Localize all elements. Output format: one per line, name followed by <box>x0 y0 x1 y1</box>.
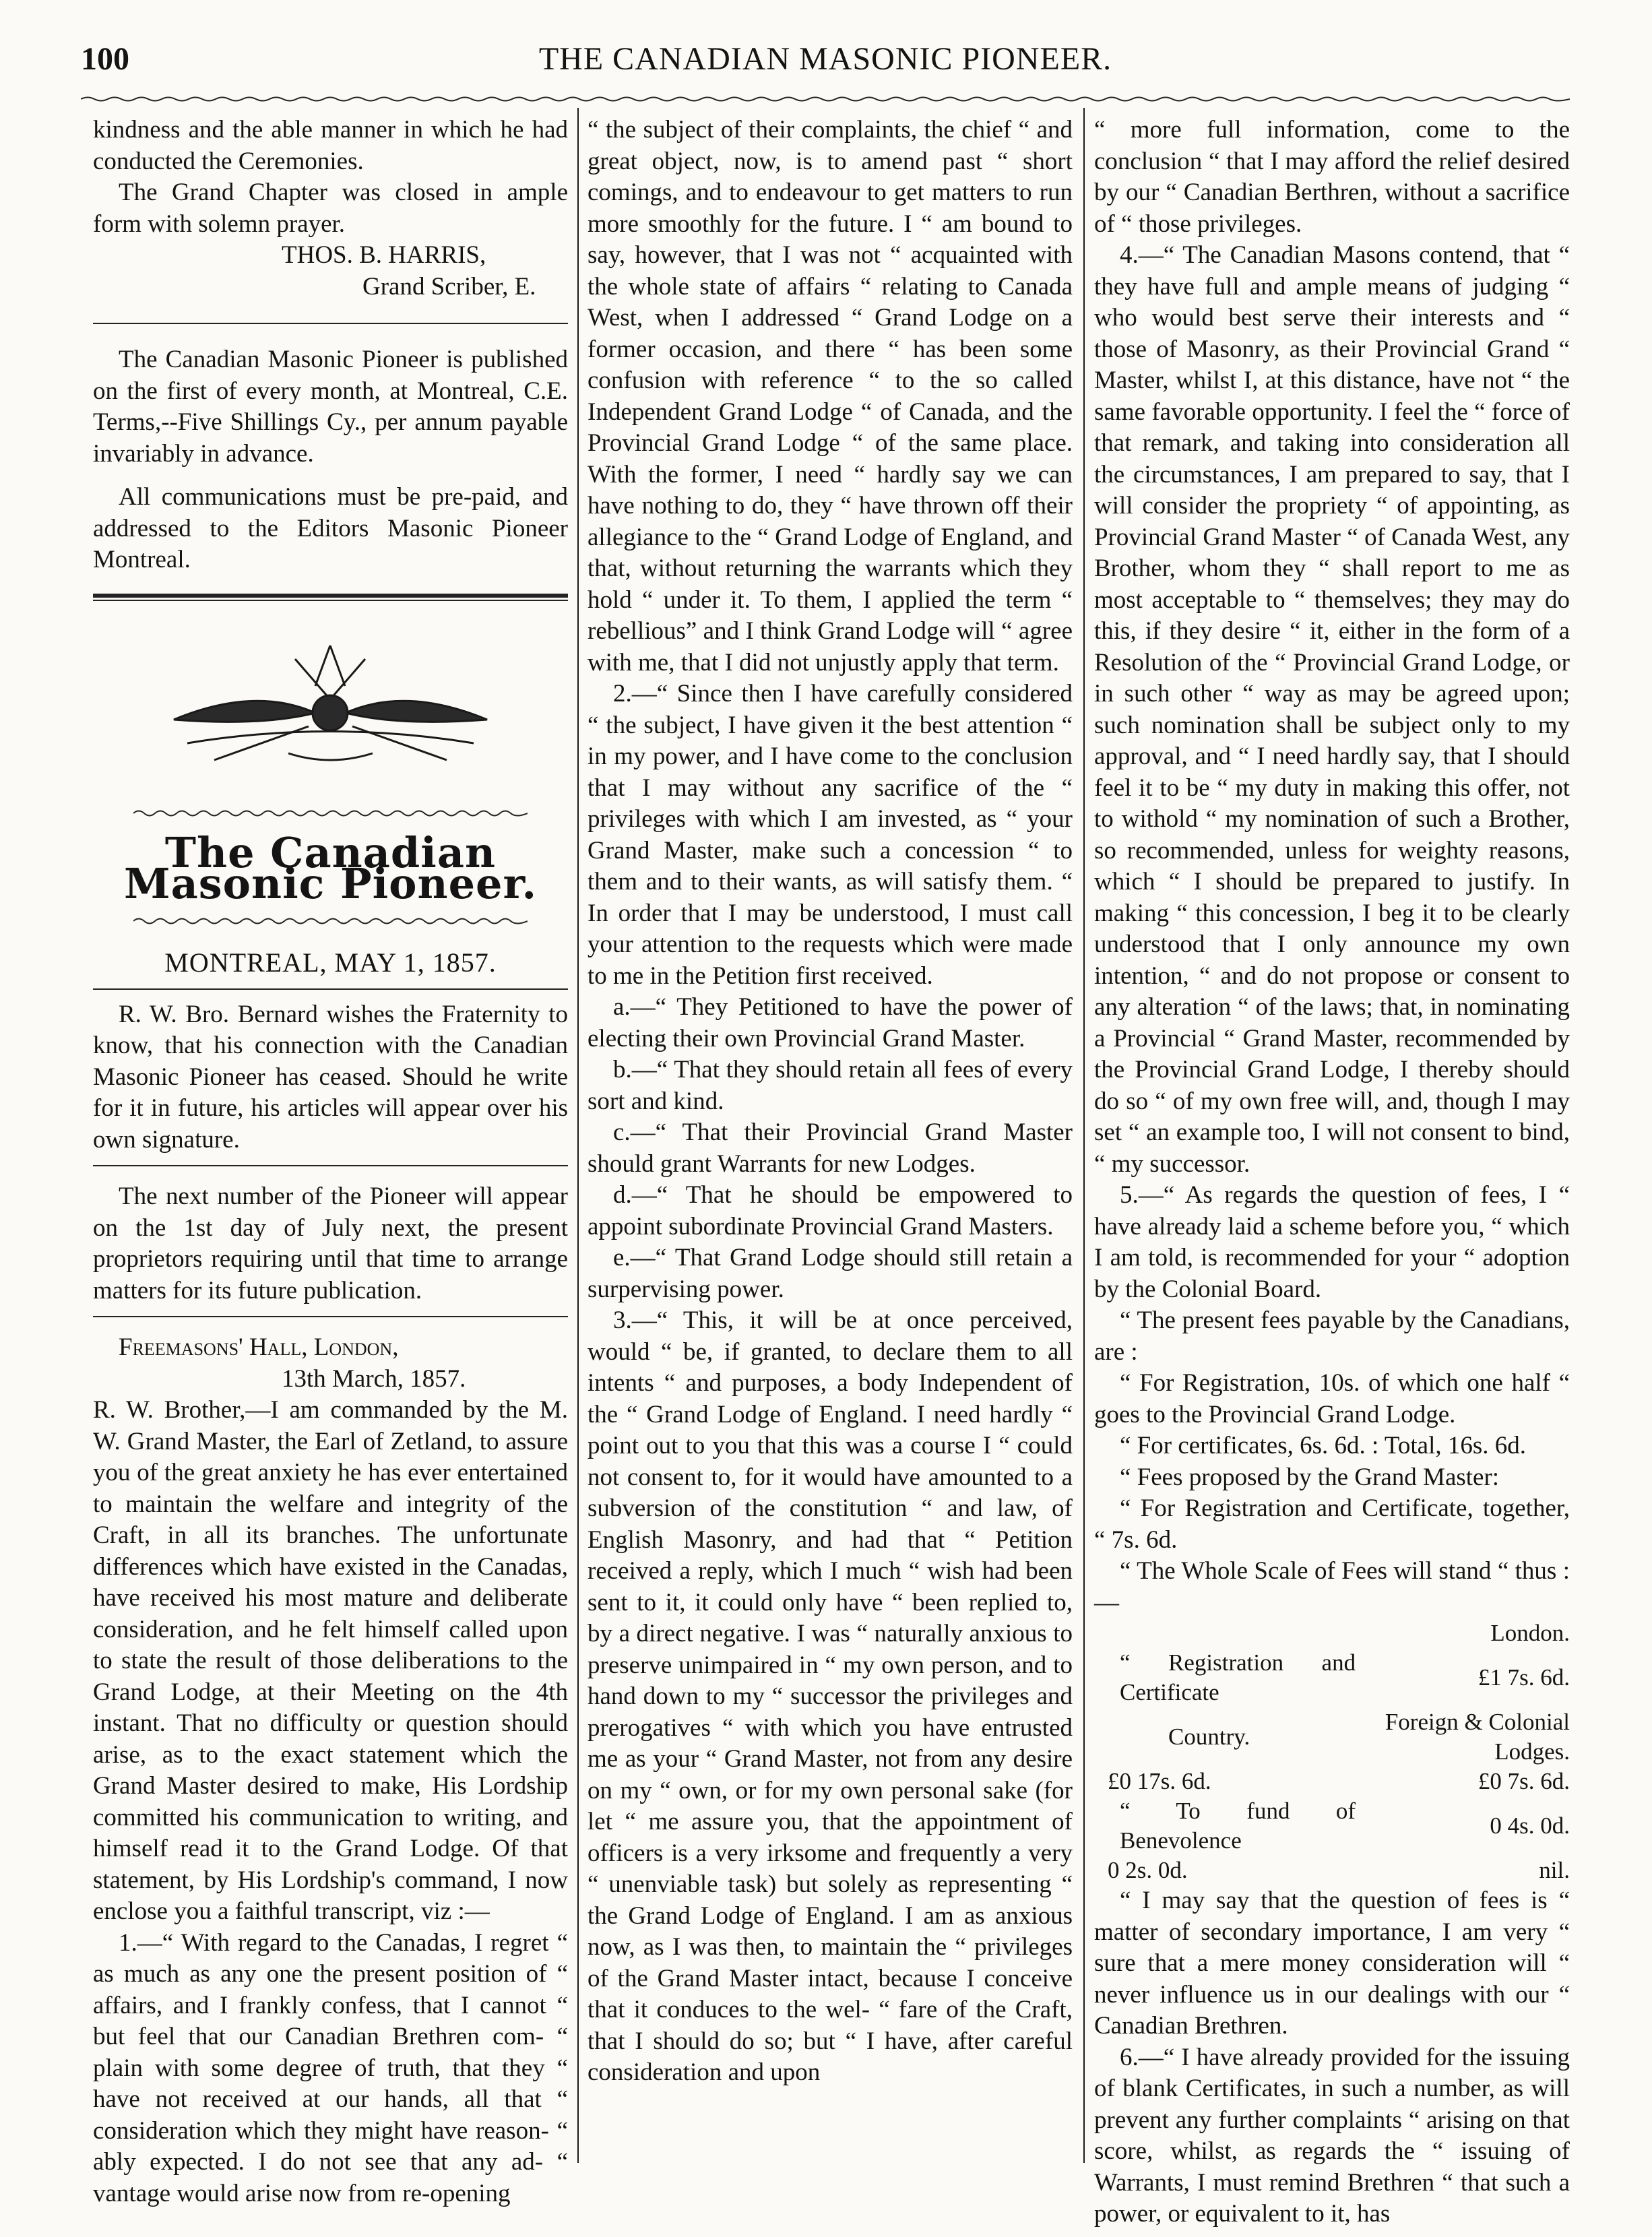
header-wavy-rule <box>81 96 1570 102</box>
publication-notice: The Canadian Masonic Pioneer is published on the first of every month, at Montreal, C.E. Terms,--Five Shillings Cy., per annum payable invariably in advance. <box>93 346 568 468</box>
list-item: a.—“ They Petitioned to have the power of electing their own Provincial Grand Master. <box>587 993 1073 1052</box>
paragraph: “ Fees proposed by the Grand Master: <box>1120 1463 1500 1491</box>
table-row <box>1094 1648 1570 1707</box>
divider <box>93 988 568 990</box>
table-cell: “ Registration and Certificate <box>1120 1649 1356 1705</box>
divider <box>93 594 568 601</box>
table-cell: 0 4s. 0d. <box>1490 1813 1570 1839</box>
table-cell: “ To fund of Benevolence <box>1120 1798 1356 1854</box>
column-divider <box>577 108 579 2163</box>
page-number: 100 <box>81 41 129 77</box>
paragraph: 5.—“ As regards the question of fees, I “ have already laid a scheme before you, “ which I am told, is recommended for your “ adoption by the Colonial Board. <box>1094 1181 1570 1303</box>
table-cell: London. <box>1490 1620 1570 1646</box>
publication-notice: All communications must be pre-paid, and addressed to the Editors Masonic Pioneer Montreal. <box>93 483 568 573</box>
fees-table <box>1094 1618 1570 1885</box>
wavy-divider <box>133 916 528 926</box>
paragraph: kindness and the able manner in which he had conducted the Ceremonies. <box>93 116 568 175</box>
letter-date: 13th March, 1857. <box>282 1364 466 1393</box>
list-item: e.—“ That Grand Lodge should still retain a surpervising power. <box>587 1244 1073 1303</box>
signature-title: Grand Scriber, E. <box>362 272 536 301</box>
list-item: b.—“ That they should retain all fees of every sort and kind. <box>587 1056 1073 1115</box>
paragraph: R. W. Bro. Bernard wishes the Fraternity to know, that his connection with the Canadian Masonic Pioneer has ceased. Should he write for it in future, his articles will appear over his own signature. <box>93 1000 568 1154</box>
table-row <box>1094 1796 1570 1856</box>
paragraph: “ For certificates, 6s. 6d. : Total, 16s. 6d. <box>1120 1432 1527 1459</box>
column-2 <box>587 115 1073 2089</box>
signature-name: THOS. B. HARRIS, <box>282 241 486 269</box>
paragraph: The Grand Chapter was closed in ample form with solemn prayer. <box>93 179 568 238</box>
table-cell: Country. <box>1168 1724 1250 1750</box>
masthead-title: The Canadian Masonic Pioneer. <box>123 827 538 908</box>
paragraph: 3.—“ This, it will be at once perceived, would “ be, if granted, to declare them to all intents “ and purposes, a body Independent of the “ Grand Lodge of England. I need hardly “ point out to you that this was a course I “ could not consent to, for it would have amounted to a subversion of the constitution “ and law, of English Masonry, and had that “ Petition received a reply, which I much “ wish had been sent to it, it could only have “ been replied to, by a direct negative. I was “ naturally anxious to preserve unimpaired in “ my own person, and to hand down to my “ successor the privileges and prerogatives “ with which you have entrusted me as your “ Grand Master, not from any desire on my “ own, or for my own personal sake (for let “ me assure you, that the appointment of officers is a very irksome and frequently a very “ unenviable task) but solely as representing “ the Grand Lodge of England. I am as anxious now, as I was then, to maintain the “ privileges of the Grand Master intact, because I conceive that it conduces to the wel- “ fare of the Craft, that I should do so; but “ I have, after careful consideration and upon <box>587 1306 1073 2086</box>
letter-place: Freemasons' Hall, London, <box>119 1333 399 1361</box>
paragraph: “ For Registration and Certificate, together, “ 7s. 6d. <box>1094 1494 1570 1554</box>
paragraph: “ For Registration, 10s. of which one half “ goes to the Provincial Grand Lodge. <box>1094 1369 1570 1428</box>
paragraph: The next number of the Pioneer will appear on the 1st day of July next, the present proprietors requiring until that time to arrange matters for its future publication. <box>93 1183 568 1304</box>
masonic-emblem-icon <box>93 619 568 787</box>
paragraph: “ The present fees payable by the Canadians, are : <box>1094 1306 1570 1366</box>
table-cell: £0 7s. 6d. <box>1478 1768 1570 1794</box>
table-cell: £0 17s. 6d. <box>1108 1768 1211 1794</box>
table-cell: 0 2s. 0d. <box>1108 1857 1188 1883</box>
column-1 <box>93 115 568 2209</box>
table-cell: Foreign & Colonial Lodges. <box>1385 1709 1570 1765</box>
paragraph: “ more full information, come to the conclusion “ that I may afford the relief desired by our “ Canadian Berthren, without a sacrifice of “ those privileges. <box>1094 116 1570 238</box>
table-row <box>1094 1856 1570 1885</box>
paragraph: 2.—“ Since then I have carefully considered “ the subject, I have given it the best attention “ in my power, and I have come to the conclusion that I may without any sacrifice of the “ privileges with which I am invested, as “ your Grand Master, make such a concession “ to them and to their wants, as will satisfy them. “ In order that I may be understood, I must call your attention to the requests which were made to me in the Petition first received. <box>587 680 1073 990</box>
paragraph: “ I may say that the question of fees is “ matter of secondary importance, I am very “ sure that a mere money consideration will “ never influence us in our dealings with our “ Canadian Brethren. <box>1094 1887 1570 2040</box>
divider <box>93 323 568 324</box>
paragraph: 4.—“ The Canadian Masons contend, that “ they have full and ample means of judging “ who would best serve their interests and “ those of Masonry, as their Provincial Grand “ Master, whilst I, at this distance, have not “ the same favorable opportunity. I feel the “ force of that remark, and taking into consideration all the circumstances, I am prepared to say, that I will consider the propriety “ of appointing, as Provincial Grand Master “ of Canada West, any Brother, whom they “ shall report to me as most acceptable to “ themselves; they may do this, if they desire “ it, either in the form of a Resolution of the “ Provincial Grand Lodge, or in such other “ way as may be agreed upon; such nomination shall be subject only to my approval, and “ I need hardly say, that I should feel it to be “ my duty in making this offer, not to withold “ my nomination of such a Brother, so recommended, unless for weighty reasons, which “ I should be prepared to justify. In making “ this concession, I beg it to be clearly understood that I only announce my own intention, “ and do not propose or consent to any alteration “ of the laws; that, in nominating a Provincial “ Grand Master, recommended by the Provincial Grand Lodge, I thereby should do so “ of my own free will, and, though I may set “ an example too, I will not consent to bind, “ my successor. <box>1094 241 1570 1178</box>
table-cell: £1 7s. 6d. <box>1478 1664 1570 1691</box>
paragraph: “ The Whole Scale of Fees will stand “ thus :— <box>1094 1557 1570 1616</box>
dateline: MONTREAL, MAY 1, 1857. <box>164 947 497 978</box>
paragraph: “ the subject of their complaints, the chief “ and great object, now, is to amend past “ short comings, and to endeavour to get matters to run more smoothly for the future. I “ am bound to say, however, that I was not “ acquainted with the whole state of affairs “ relating to Canada West, when I addressed “ Grand Lodge on a former occasion, and there “ has been some confusion with reference “ to the so called Independent Grand Lodge “ of Canada, and the Provincial Grand Lodge “ of the same place. With the former, I need “ hardly say we can have nothing to do, they “ have thrown off their allegiance to the “ Grand Lodge of England, and that, without returning the warrants which they hold “ under it. To them, I applied the term “ rebellious” and I think Grand Lodge will “ agree with me, that I did not unjustly apply that term. <box>587 116 1073 676</box>
divider <box>93 1316 568 1317</box>
wavy-divider <box>133 809 528 818</box>
column-3 <box>1094 115 1570 2230</box>
table-row <box>1094 1618 1570 1648</box>
table-row <box>1094 1767 1570 1796</box>
list-item: c.—“ That their Provincial Grand Master should grant Warrants for new Lodges. <box>587 1118 1073 1178</box>
list-item: d.—“ That he should be empowered to appoint subordinate Provincial Grand Masters. <box>587 1181 1073 1240</box>
page-header <box>81 40 1570 88</box>
table-cell: nil. <box>1539 1857 1570 1883</box>
column-divider <box>1083 108 1085 2163</box>
running-title: THE CANADIAN MASONIC PIONEER. <box>538 41 1112 77</box>
table-row <box>1094 1707 1570 1767</box>
paragraph: 6.—“ I have already provided for the issuing of blank Certificates, in such a number, as will prevent any further complaints “ arising on that score, whilst, as regards the “ issuing of Warrants, I must remind Brethren “ that such a power, or equivalent to it, has <box>1094 2043 1570 2228</box>
paragraph: 1.—“ With regard to the Canadas, I regret “ as much as any one the present position of “ affairs, and I frankly confess, that I cannot “ but feel that our Canadian Brethren com- “ plain with some degree of truth, that they “ have not received at our hands, all that “ consideration which they might have reason- “ ably expected. I do not see that any ad- “ vantage would arise now from re-opening <box>93 1928 568 2207</box>
paragraph: R. W. Brother,—I am commanded by the M. W. Grand Master, the Earl of Zetland, to assure you of the great anxiety he has ever entertained to maintain the welfare and integrity of the Craft, in all its branches. The unfortunate differences which have existed in the Canadas, have received his most mature and deliberate consideration, and he felt himself called upon to state the result of those deliberations to the Grand Lodge, at their Meeting on the 4th instant. That no difficulty or question should arise, as to the exact statement which the Grand Master desired to make, His Lordship committed his communication to writing, and himself read it to the Grand Lodge. Of that statement, by His Lordship's command, I now enclose you a faithful transcript, viz :— <box>93 1396 568 1925</box>
divider <box>93 1165 568 1166</box>
